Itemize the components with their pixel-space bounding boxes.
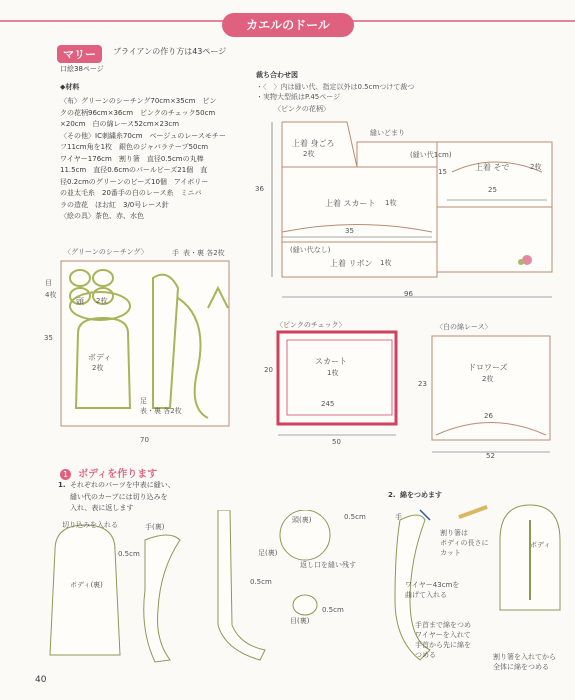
eye-back-label: 目(裏) [290, 617, 310, 625]
materials-list [60, 96, 226, 223]
step-1-number: 1. [58, 481, 66, 489]
materials-line: ラの造花 ほお紅 3/0号レース針 [60, 200, 169, 209]
stuff-note: 手首まで綿をつめ [415, 621, 471, 629]
dim-35: 35 [345, 227, 354, 235]
body-label-step2: ボディ [530, 541, 551, 549]
pink-check-label: 〈ピンクのチェック〉 [276, 321, 346, 329]
step-2-title: 綿をつめます [400, 491, 442, 499]
body-sewn-piece [50, 525, 120, 655]
green-sheeting-label: 〈グリーンのシーチング〉 [64, 248, 148, 256]
back-body-label: 上着 身ごろ [292, 139, 335, 148]
eye-qty: 4枚 [45, 291, 57, 299]
chopstick-note: 割り箸は [440, 529, 468, 537]
step-1-line: それぞれのパーツを中表に縫い、 [70, 481, 175, 489]
white-lace-layout [426, 330, 556, 460]
subtitle: ブライアンの作り方は43ページ [113, 47, 227, 56]
dim-245: 245 [321, 400, 335, 408]
cutting-note: ・〈 〉内は縫い代、指定以外は0.5cmつけて裁つ [256, 83, 415, 91]
check-skirt-qty: 1枚 [327, 369, 339, 377]
dim-35-green: 35 [44, 334, 53, 342]
insert-note: 割り箸を入れてから [493, 653, 556, 661]
hand-note: 表・裏 各2枚 [183, 249, 225, 257]
materials-heading: ◆材料 [60, 83, 80, 91]
dim-20: 20 [264, 366, 273, 374]
head-qty: 2枚 [96, 297, 108, 305]
stuff-note: 手首から先に綿を [415, 641, 471, 649]
materials-line: ワイヤー176cm 割り箸 直径0.5cmの丸棒 [60, 154, 204, 163]
dim-23: 23 [418, 380, 427, 388]
section-title: ボディを作ります [78, 469, 158, 480]
dim-15: 15 [438, 168, 447, 176]
ribbon-label: 上着 リボン [330, 259, 373, 268]
stuff-note: つめる [415, 651, 436, 659]
dim-25: 25 [488, 186, 497, 194]
step-1-line: 縫い代のカーブには切り込みを [70, 492, 168, 501]
cm-label: 0.5cm [344, 513, 366, 521]
materials-line: 11.5cm 直径0.6cmのパールビーズ21個 直 [60, 166, 208, 174]
materials-line: フ11cm角を1枚 銀色のジャバラテープ50cm [60, 143, 209, 151]
cm-label: 0.5cm [322, 606, 344, 614]
section-1-heading [60, 462, 157, 481]
pink-check-layout [272, 330, 404, 440]
lace-fabric-outline [432, 336, 550, 440]
materials-line: の並太毛糸 20番手の白のレース糸 ミニバ [60, 189, 202, 197]
cm-label: 0.5cm [118, 550, 140, 558]
materials-line: クの花柄96cm×36cm ピンクのチェック50cm [60, 108, 216, 117]
pink-floral-label: 〈ピンクの花柄〉 [274, 105, 330, 113]
page-number: 40 [35, 675, 47, 685]
sleeve-label: 上着 そで [475, 163, 510, 172]
ribbon-qty: 1枚 [380, 259, 392, 267]
cutting-heading: 裁ち合わせ図 [256, 71, 298, 79]
stuff-note: ワイヤーを入れて [415, 631, 471, 639]
cm-label: 0.5cm [250, 578, 272, 586]
drawers-label: ドロワーズ [468, 363, 508, 372]
sleeve-qty: 2枚 [530, 163, 542, 171]
step-2-number: 2. [388, 491, 396, 499]
skirt-qty: 1枚 [385, 199, 397, 207]
cut-in-label: 切り込みを入れる [62, 521, 118, 529]
eye-sewn-piece [293, 595, 317, 615]
page-title: カエルのドール [222, 13, 354, 37]
leg-back-label: 足(裏) [258, 549, 278, 557]
drawers-qty: 2枚 [482, 375, 494, 383]
step-1-illustration [40, 510, 385, 670]
leg-note: 表・裏 各2枚 [140, 407, 182, 415]
head-back-label: 頭(裏) [292, 516, 312, 524]
materials-line: 〈布〉グリーンのシーチング70cm×35cm ピン [60, 97, 217, 105]
materials-line: 径0.2cmのグリーンのビーズ10個 アイボリー [60, 177, 209, 186]
wire-note: 曲げて入れる [405, 591, 447, 599]
ribbon-note: (縫い代なし) [290, 246, 331, 254]
seam-allowance-label: (縫い代1cm) [410, 151, 452, 159]
materials-line: 〈その他〉IC刺繍糸70cm ベージュのレースモチー [60, 131, 226, 140]
body-back-label: ボディ(裏) [70, 581, 103, 589]
dim-52: 52 [486, 452, 495, 460]
cutting-note: ・実物大型紙はP.45ページ [256, 93, 341, 101]
leg-label: 足 [140, 397, 147, 405]
check-fabric-outline [278, 332, 396, 424]
wire-note: ワイヤー43cmを [405, 581, 460, 589]
body-label: ボディ [88, 353, 112, 362]
return-opening-note: 返し口を縫い残す [300, 561, 356, 569]
check-skirt-label: スカート [315, 357, 347, 366]
body-qty: 2枚 [92, 364, 104, 372]
materials-line: ×20cm 白の綿レース52cm×23cm [60, 120, 180, 128]
skirt-label: 上着 スカート [325, 199, 376, 208]
dim-50: 50 [332, 438, 341, 446]
lining-piece [437, 207, 552, 272]
eye-label: 目 [45, 279, 52, 287]
hand-sewn-piece [144, 535, 180, 662]
chopstick [458, 505, 488, 519]
sleeve-piece [437, 142, 552, 207]
hand-label-step2: 手 [395, 513, 402, 521]
section-number: 1 [60, 469, 71, 480]
back-body-qty: 2枚 [303, 150, 315, 158]
chopstick-note: カット [440, 549, 461, 557]
materials-line: 〈絵の具〉茶色、赤、水色 [60, 212, 144, 220]
dim-26: 26 [484, 412, 493, 420]
doll-name-badge: マリー [57, 45, 102, 63]
chopstick-note: ボディの長さに [440, 539, 489, 547]
head-label: 頭 [76, 297, 84, 306]
dim-96: 96 [404, 290, 413, 298]
dim-70: 70 [140, 436, 149, 444]
hand-back-label: 手(裏) [145, 523, 165, 531]
floral-leaf [518, 259, 524, 265]
dim-36: 36 [255, 185, 264, 193]
white-lace-label: 〈白の綿レース〉 [436, 323, 492, 331]
photo-reference: 口絵38ページ [60, 65, 104, 73]
dart-label: 縫いどまり [370, 129, 405, 137]
hand-label: 手 [172, 249, 179, 257]
step-1-line: 入れ、表に返します [70, 504, 134, 512]
insert-note: 全体に綿をつめる [493, 663, 549, 671]
